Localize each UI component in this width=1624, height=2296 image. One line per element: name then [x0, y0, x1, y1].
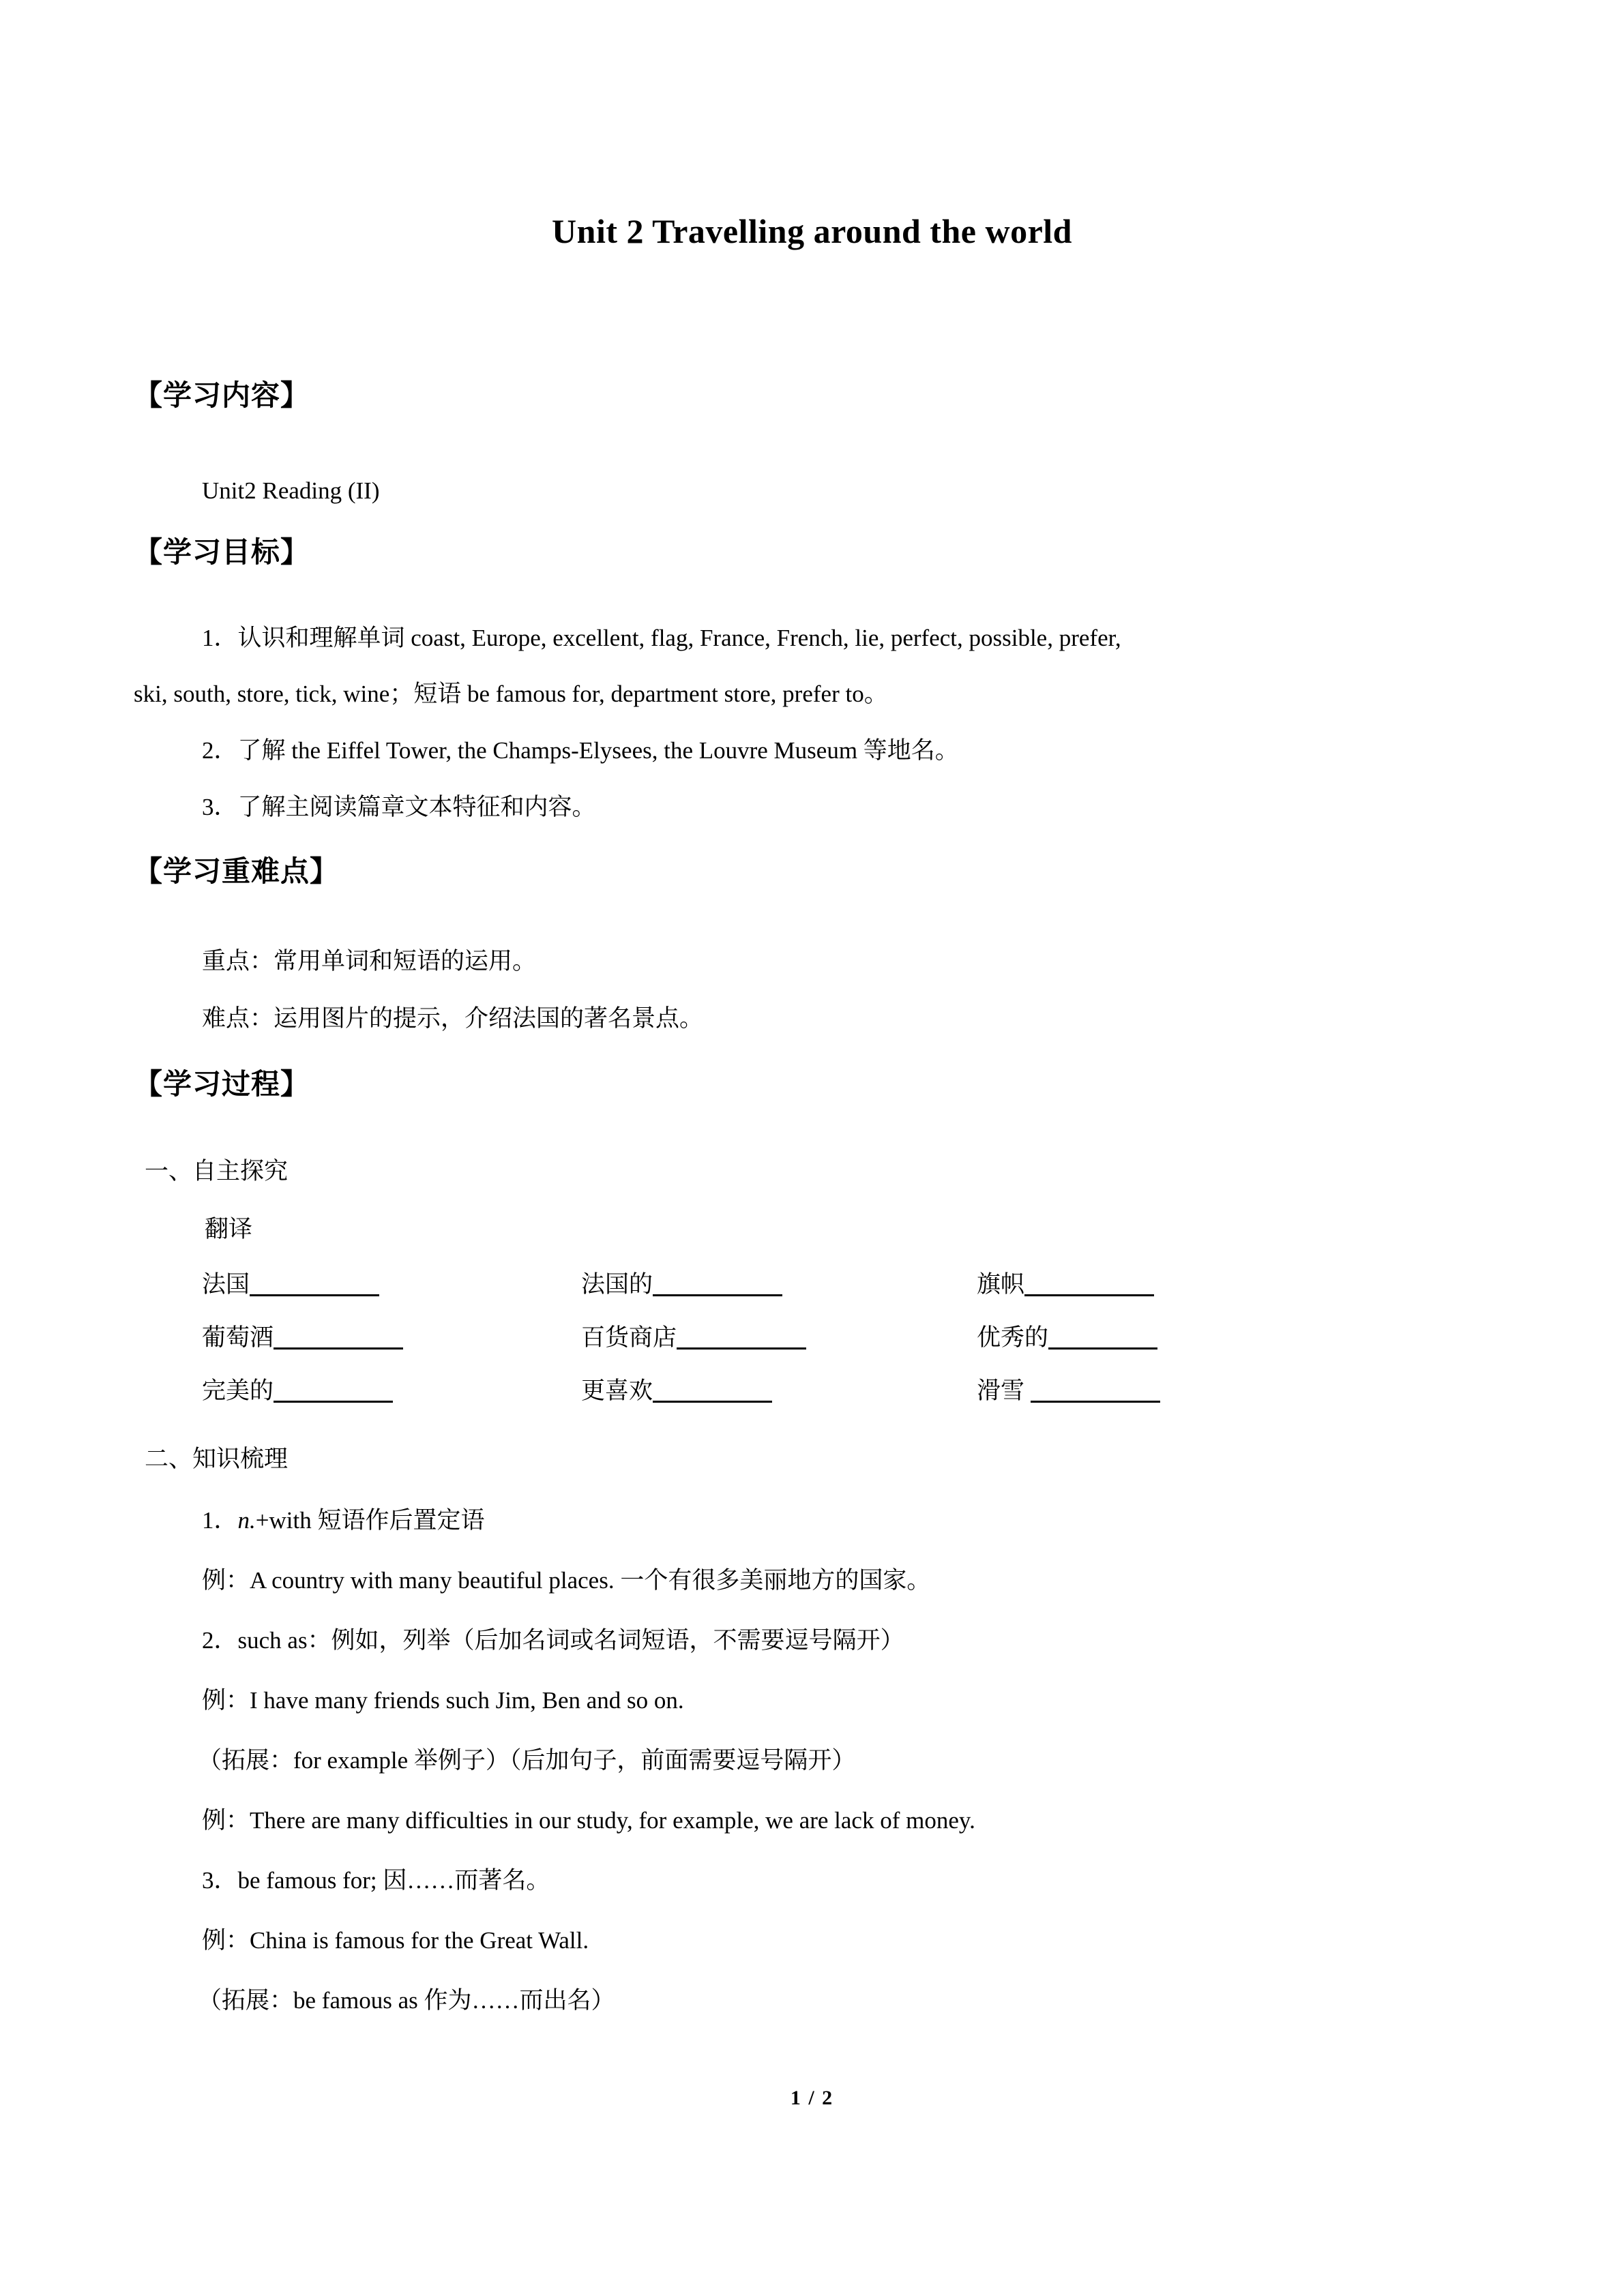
translation-exercise-grid: [202, 1272, 1430, 1432]
knowledge-point-1: [202, 1508, 484, 1532]
keypoint-key: 重点：常用单词和短语的运用。: [202, 948, 537, 974]
translation-term: 旗帜: [977, 1271, 1025, 1298]
translation-blank[interactable]: [653, 1380, 772, 1403]
knowledge-point-1-example-1: 例：A country with many beautiful places. 一个有很多美丽地方的国家。: [202, 1567, 931, 1594]
translation-blank[interactable]: [1031, 1380, 1160, 1403]
translation-blank[interactable]: [1048, 1327, 1157, 1350]
section-heading-process: 【学习过程】: [134, 1069, 310, 1101]
translation-blank[interactable]: [274, 1327, 403, 1350]
knowledge-point-3: 3．be famous for; 因……而著名。: [202, 1867, 550, 1894]
knowledge-point-1-rest: +with 短语作后置定语: [255, 1507, 485, 1534]
translation-blank[interactable]: [677, 1327, 806, 1350]
translation-cell: [581, 1379, 772, 1403]
translation-cell: [581, 1326, 806, 1350]
knowledge-point-2-example-1: 例：I have many friends such Jim, Ben and so on.: [202, 1687, 684, 1714]
translation-blank[interactable]: [250, 1274, 379, 1296]
translation-blank[interactable]: [274, 1380, 393, 1403]
objective-item-2: 2．了解 the Eiffel Tower, the Champs-Elysees, the Louvre Museum 等地名。: [202, 737, 959, 764]
objective-item-1-line-1: 1．认识和理解单词 coast, Europe, excellent, flag, France, French, lie, perfect, possible, prefer,: [202, 625, 1121, 651]
section-heading-objectives: 【学习目标】: [134, 537, 310, 569]
translate-label: 翻译: [205, 1216, 253, 1242]
section-heading-keypoints: 【学习重难点】: [134, 856, 340, 888]
section-heading-content: 【学习内容】: [134, 381, 310, 412]
process-part-2-title: 二、知识梳理: [145, 1446, 289, 1472]
keypoint-difficult: 难点：运用图片的提示，介绍法国的著名景点。: [202, 1005, 704, 1032]
translation-term: 法国的: [581, 1271, 653, 1298]
translation-row: [202, 1379, 1430, 1432]
translation-cell: [202, 1379, 393, 1403]
knowledge-point-1-italic: n.: [237, 1507, 256, 1534]
translation-term: 更喜欢: [581, 1377, 653, 1404]
knowledge-point-3-example-2: （拓展：be famous as 作为……而出名）: [198, 1987, 615, 2014]
translation-cell: [202, 1326, 403, 1350]
translation-cell: [581, 1272, 782, 1296]
knowledge-point-3-example-1: 例：China is famous for the Great Wall.: [202, 1927, 589, 1954]
objective-item-3: 3．了解主阅读篇章文本特征和内容。: [202, 794, 596, 820]
page-title: Unit 2 Travelling around the world: [552, 212, 1072, 250]
translation-term: 优秀的: [977, 1324, 1049, 1351]
knowledge-point-2-example-3: 例：There are many difficulties in our study, for example, we are lack of money.: [202, 1807, 975, 1834]
translation-term: 百货商店: [581, 1324, 677, 1351]
translation-term: 完美的: [202, 1377, 274, 1404]
page-footer: 1 / 2: [790, 2087, 834, 2109]
translation-cell: [977, 1326, 1157, 1350]
translation-cell: [977, 1272, 1154, 1296]
translation-blank[interactable]: [653, 1274, 782, 1296]
knowledge-point-2: 2．such as：例如，列举（后加名词或名词短语，不需要逗号隔开）: [202, 1627, 904, 1654]
translation-cell: [202, 1272, 379, 1296]
content-line: Unit2 Reading (II): [202, 477, 380, 504]
process-part-1-title: 一、自主探究: [145, 1158, 289, 1184]
translation-row: [202, 1326, 1430, 1379]
knowledge-point-1-num: 1．: [202, 1507, 238, 1534]
translation-blank[interactable]: [1024, 1274, 1154, 1296]
translation-cell: [977, 1379, 1160, 1403]
translation-term: 滑雪: [977, 1377, 1031, 1404]
translation-term: 法国: [202, 1271, 250, 1298]
objective-item-1-line-2: ski, south, store, tick, wine；短语 be famous for, department store, prefer to。: [134, 681, 888, 707]
knowledge-point-2-example-2: （拓展：for example 举例子）（后加句子，前面需要逗号隔开）: [198, 1747, 856, 1774]
translation-row: [202, 1272, 1430, 1326]
translation-term: 葡萄酒: [202, 1324, 274, 1351]
